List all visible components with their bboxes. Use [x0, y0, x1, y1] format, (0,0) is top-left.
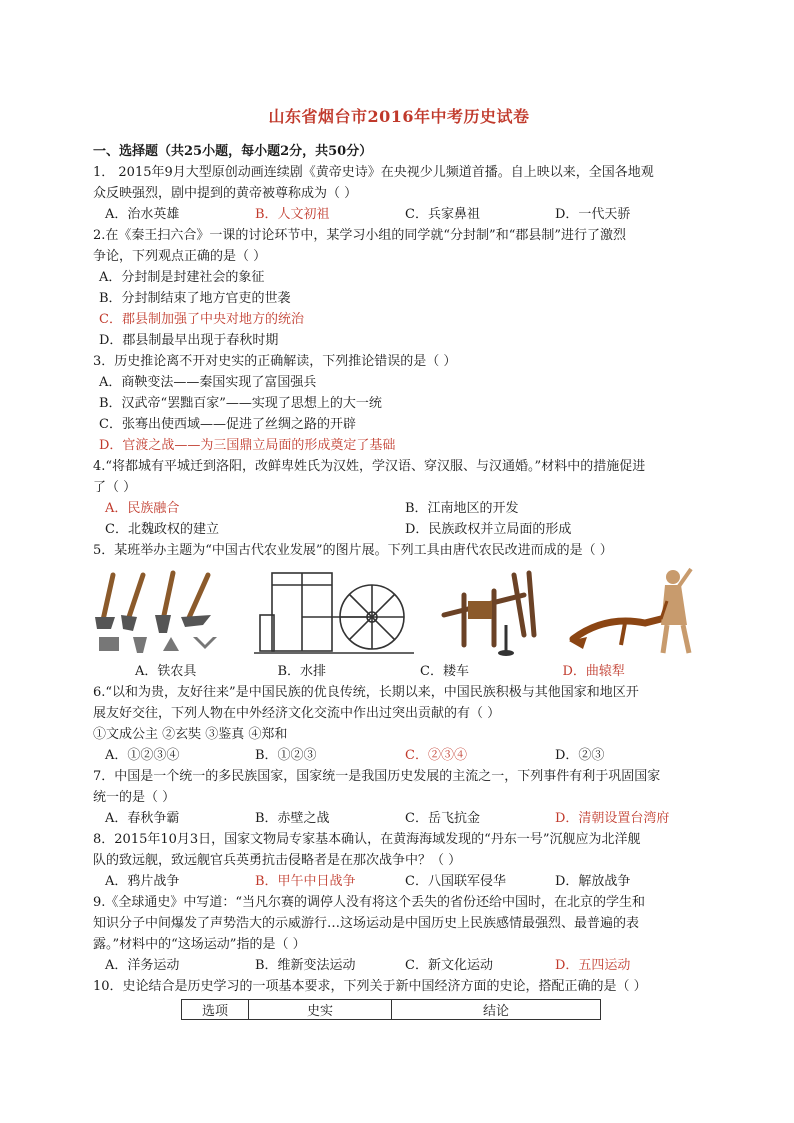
option-a: A．铁农具 — [135, 664, 197, 679]
image-labels — [93, 661, 705, 682]
option-d-answer: D．曲辕犁 — [562, 664, 625, 679]
options — [93, 745, 705, 766]
option-c: C．兵家鼻祖 — [405, 207, 480, 222]
question-7 — [93, 766, 705, 829]
option-b: B．赤壁之战 — [255, 811, 330, 826]
options — [93, 808, 705, 829]
table-header-conclusion: 结论 — [392, 1000, 601, 1020]
question-9 — [93, 892, 705, 976]
option-b: B．分封制结束了地方官吏的世袭 — [99, 291, 291, 306]
options — [93, 204, 705, 225]
option-d: D．一代天骄 — [555, 207, 631, 222]
question-text: ①文成公主 ②玄奘 ③鉴真 ④郑和 — [93, 727, 288, 742]
question-2 — [93, 225, 705, 351]
option-a: A．①②③④ — [105, 748, 180, 763]
section-heading: 一、选择题（共25小题，每小题2分，共50分） — [93, 144, 373, 159]
option-a: A．春秋争霸 — [105, 811, 180, 826]
option-b-answer: B．甲午中日战争 — [255, 874, 356, 889]
options — [93, 955, 705, 976]
question-text: 3．历史推论离不开对史实的正确解读，下列推论错误的是（ ） — [93, 354, 457, 369]
option-a: A．治水英雄 — [105, 207, 180, 222]
question-text: 统一的是（ ） — [93, 790, 176, 805]
option-c: C．岳飞抗金 — [405, 811, 480, 826]
option-d: D．郡县制最早出现于春秋时期 — [99, 333, 279, 348]
table-header-option: 选项 — [182, 1000, 249, 1020]
question-text: 1． 2015年9月大型原创动画连续剧《黄帝史诗》在央视少儿频道首播。自上映以来，全国各地观 — [93, 165, 654, 180]
question-text: 7．中国是一个统一的多民族国家，国家统一是我国历史发展的主流之一，下列事件有利于巩固国家 — [93, 769, 661, 784]
option-b: B．汉武帝“罢黜百家”——实现了思想上的大一统 — [99, 396, 382, 411]
question-8 — [93, 829, 705, 892]
question-text: 4.“将都城有平城迁到洛阳，改鲜卑姓氏为汉姓，学汉语、穿汉服、与汉通婚。”材料中的措施促进 — [93, 459, 646, 474]
question-text: 争论，下列观点正确的是（ ） — [93, 249, 267, 264]
question-text: 众反映强烈，剧中提到的黄帝被尊称成为（ ） — [93, 186, 358, 201]
iron-tools-illustration — [93, 565, 233, 659]
farming-tools-images — [93, 565, 705, 659]
option-a: A．分封制是封建社会的象征 — [99, 270, 265, 285]
question-4 — [93, 456, 705, 540]
question-10 — [93, 976, 705, 1020]
question-text: 9.《全球通史》中写道：“当凡尔赛的调停人没有将这个丢失的省份还给中国时，在北京的学生和 — [93, 895, 646, 910]
option-c: C．耧车 — [420, 664, 469, 679]
exam-page — [93, 100, 705, 1020]
question-text: 8．2015年10月3日，国家文物局专家基本确认，在黄海海域发现的“丹东一号”沉舰应为北洋舰 — [93, 832, 641, 847]
seed-drill-illustration — [434, 565, 544, 659]
option-d: D．民族政权并立局面的形成 — [405, 522, 572, 537]
option-c: C．八国联军侵华 — [405, 874, 506, 889]
water-bellows-illustration — [254, 565, 414, 659]
option-b: B．水排 — [277, 664, 327, 679]
option-c: C．新文化运动 — [405, 958, 493, 973]
page-title: 山东省烟台市2016年中考历史试卷 — [268, 107, 530, 126]
question-5 — [93, 540, 705, 682]
question-text: 10．史论结合是历史学习的一项基本要求，下列关于新中国经济方面的史论，搭配正确的是（ ） — [93, 979, 647, 994]
question-text: 队的致远舰，致远舰官兵英勇抗击侵略者是在那次战争中？（ ） — [93, 853, 462, 868]
table-header-fact: 史实 — [249, 1000, 392, 1020]
option-d-answer: D．官渡之战——为三国鼎立局面的形成奠定了基础 — [99, 438, 396, 453]
question-1 — [93, 162, 705, 225]
options — [93, 498, 705, 540]
option-a-answer: A．民族融合 — [105, 501, 180, 516]
question-text: 5．某班举办主题为“中国古代农业发展”的图片展。下列工具由唐代农民改进而成的是（ ） — [93, 543, 613, 558]
option-c-answer: C．②③④ — [405, 748, 467, 763]
option-b-answer: B．人文初祖 — [255, 207, 330, 222]
option-c: C．张骞出使西域——促进了丝绸之路的开辟 — [99, 417, 356, 432]
option-d-answer: D．五四运动 — [555, 958, 631, 973]
question-text: 了（ ） — [93, 480, 137, 495]
option-b: B．维新变法运动 — [255, 958, 356, 973]
question-6 — [93, 682, 705, 766]
option-d: D．②③ — [555, 748, 605, 763]
option-b: B．江南地区的开发 — [405, 501, 519, 516]
curved-plough-illustration — [565, 565, 705, 659]
option-a: A．鸦片战争 — [105, 874, 180, 889]
question-text: 知识分子中间爆发了声势浩大的示威游行…这场运动是中国历史上民族感情最强烈、最普遍的表 — [93, 916, 640, 931]
options — [93, 871, 705, 892]
option-c: C．北魏政权的建立 — [105, 522, 219, 537]
option-d-answer: D．清朝设置台湾府 — [555, 811, 670, 826]
question-text: 2.在《秦王扫六合》一课的讨论环节中，某学习小组的同学就“分封制”和“郡县制”进行了激烈 — [93, 228, 626, 243]
question-text: 露。”材料中的“这场运动”指的是（ ） — [93, 937, 306, 952]
option-b: B．①②③ — [255, 748, 317, 763]
option-a: A．洋务运动 — [105, 958, 180, 973]
table-header-row — [182, 1000, 601, 1020]
question-text: 展友好交往，下列人物在中外经济文化交流中作出过突出贡献的有（ ） — [93, 706, 501, 721]
option-a: A．商鞅变法——秦国实现了富国强兵 — [99, 375, 317, 390]
question-3 — [93, 351, 705, 456]
option-c-answer: C．郡县制加强了中央对地方的统治 — [99, 312, 304, 327]
answer-table — [181, 999, 601, 1020]
option-d: D．解放战争 — [555, 874, 631, 889]
question-text: 6.“以和为贵，友好往来”是中国民族的优良传统，长期以来，中国民族积极与其他国家和地区开 — [93, 685, 639, 700]
